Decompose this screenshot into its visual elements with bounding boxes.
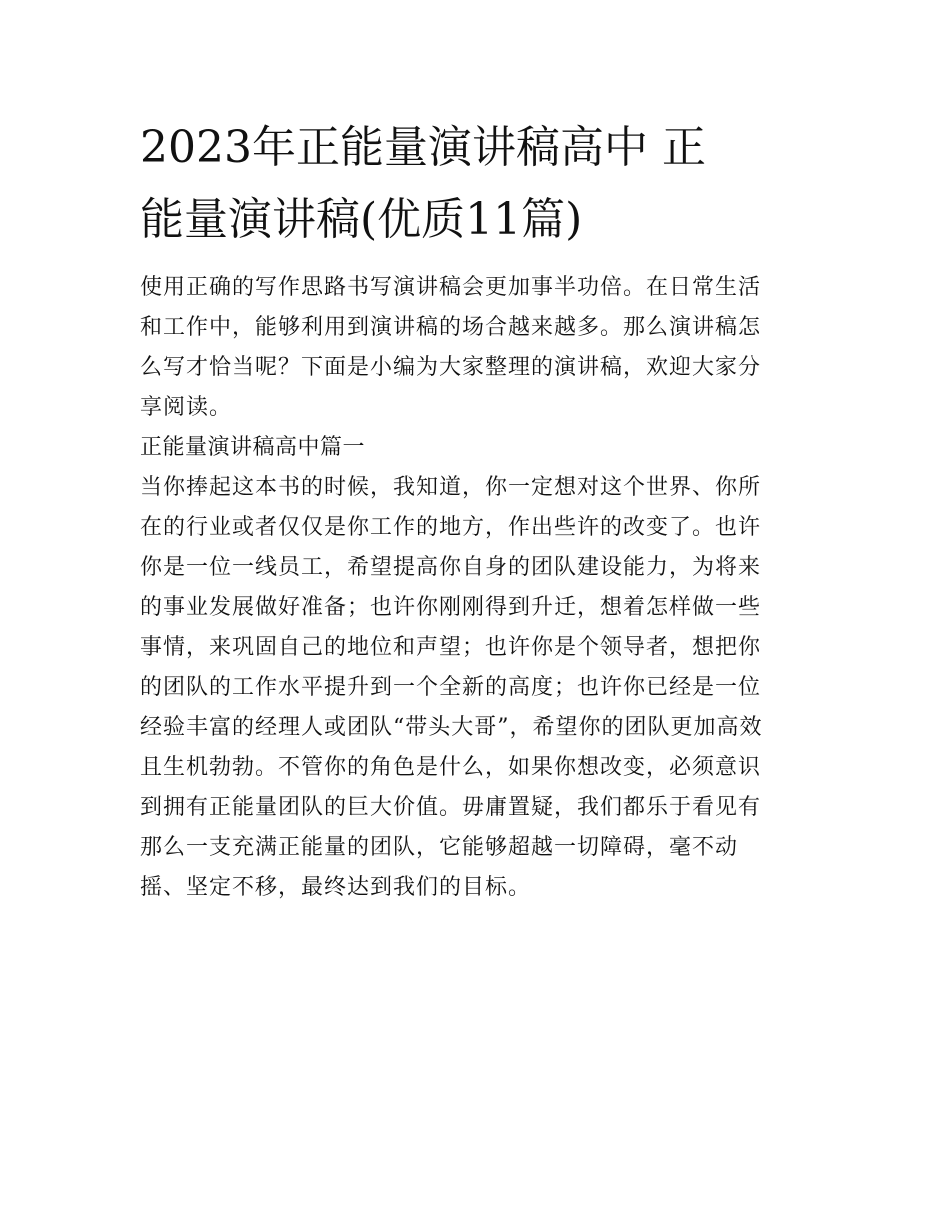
section-line: 到拥有正能量团队的巨大价值。毋庸置疑，我们都乐于看见有 (140, 795, 762, 820)
intro-paragraph (140, 268, 812, 428)
section-heading: 正能量演讲稿高中篇一 (140, 435, 366, 460)
section-line: 事情，来巩固自己的地位和声望；也许你是个领导者，想把你 (140, 635, 762, 660)
section-line: 那么一支充满正能量的团队，它能够超越一切障碍，毫不动 (140, 835, 739, 860)
section-paragraph (140, 468, 812, 908)
intro-line: 使用正确的写作思路书写演讲稿会更加事半功倍。在日常生活 (140, 275, 762, 300)
section-line: 且生机勃勃。不管你的角色是什么，如果你想改变，必须意识 (140, 755, 762, 780)
section-line: 当你捧起这本书的时候，我知道，你一定想对这个世界、你所 (140, 475, 762, 500)
document-title (140, 112, 812, 256)
section-line: 你是一位一线员工，希望提高你自身的团队建设能力，为将来 (140, 555, 762, 580)
title-line-1: 2023年正能量演讲稿高中 正 (140, 122, 706, 173)
title-line-2: 能量演讲稿(优质11篇) (140, 194, 583, 245)
section-line: 摇、坚定不移，最终达到我们的目标。 (140, 875, 532, 900)
intro-line: 和工作中，能够利用到演讲稿的场合越来越多。那么演讲稿怎 (140, 315, 762, 340)
document-body (140, 268, 812, 908)
intro-line: 么写才恰当呢？下面是小编为大家整理的演讲稿，欢迎大家分 (140, 355, 762, 380)
document-page (140, 112, 812, 908)
section-line: 的团队的工作水平提升到一个全新的高度；也许你已经是一位 (140, 675, 762, 700)
section-line: 在的行业或者仅仅是你工作的地方，作出些许的改变了。也许 (140, 515, 762, 540)
intro-line: 享阅读。 (140, 395, 233, 420)
section-line: 的事业发展做好准备；也许你刚刚得到升迁，想着怎样做一些 (140, 595, 762, 620)
section-line: 经验丰富的经理人或团队“带头大哥”，希望你的团队更加高效 (140, 715, 763, 740)
